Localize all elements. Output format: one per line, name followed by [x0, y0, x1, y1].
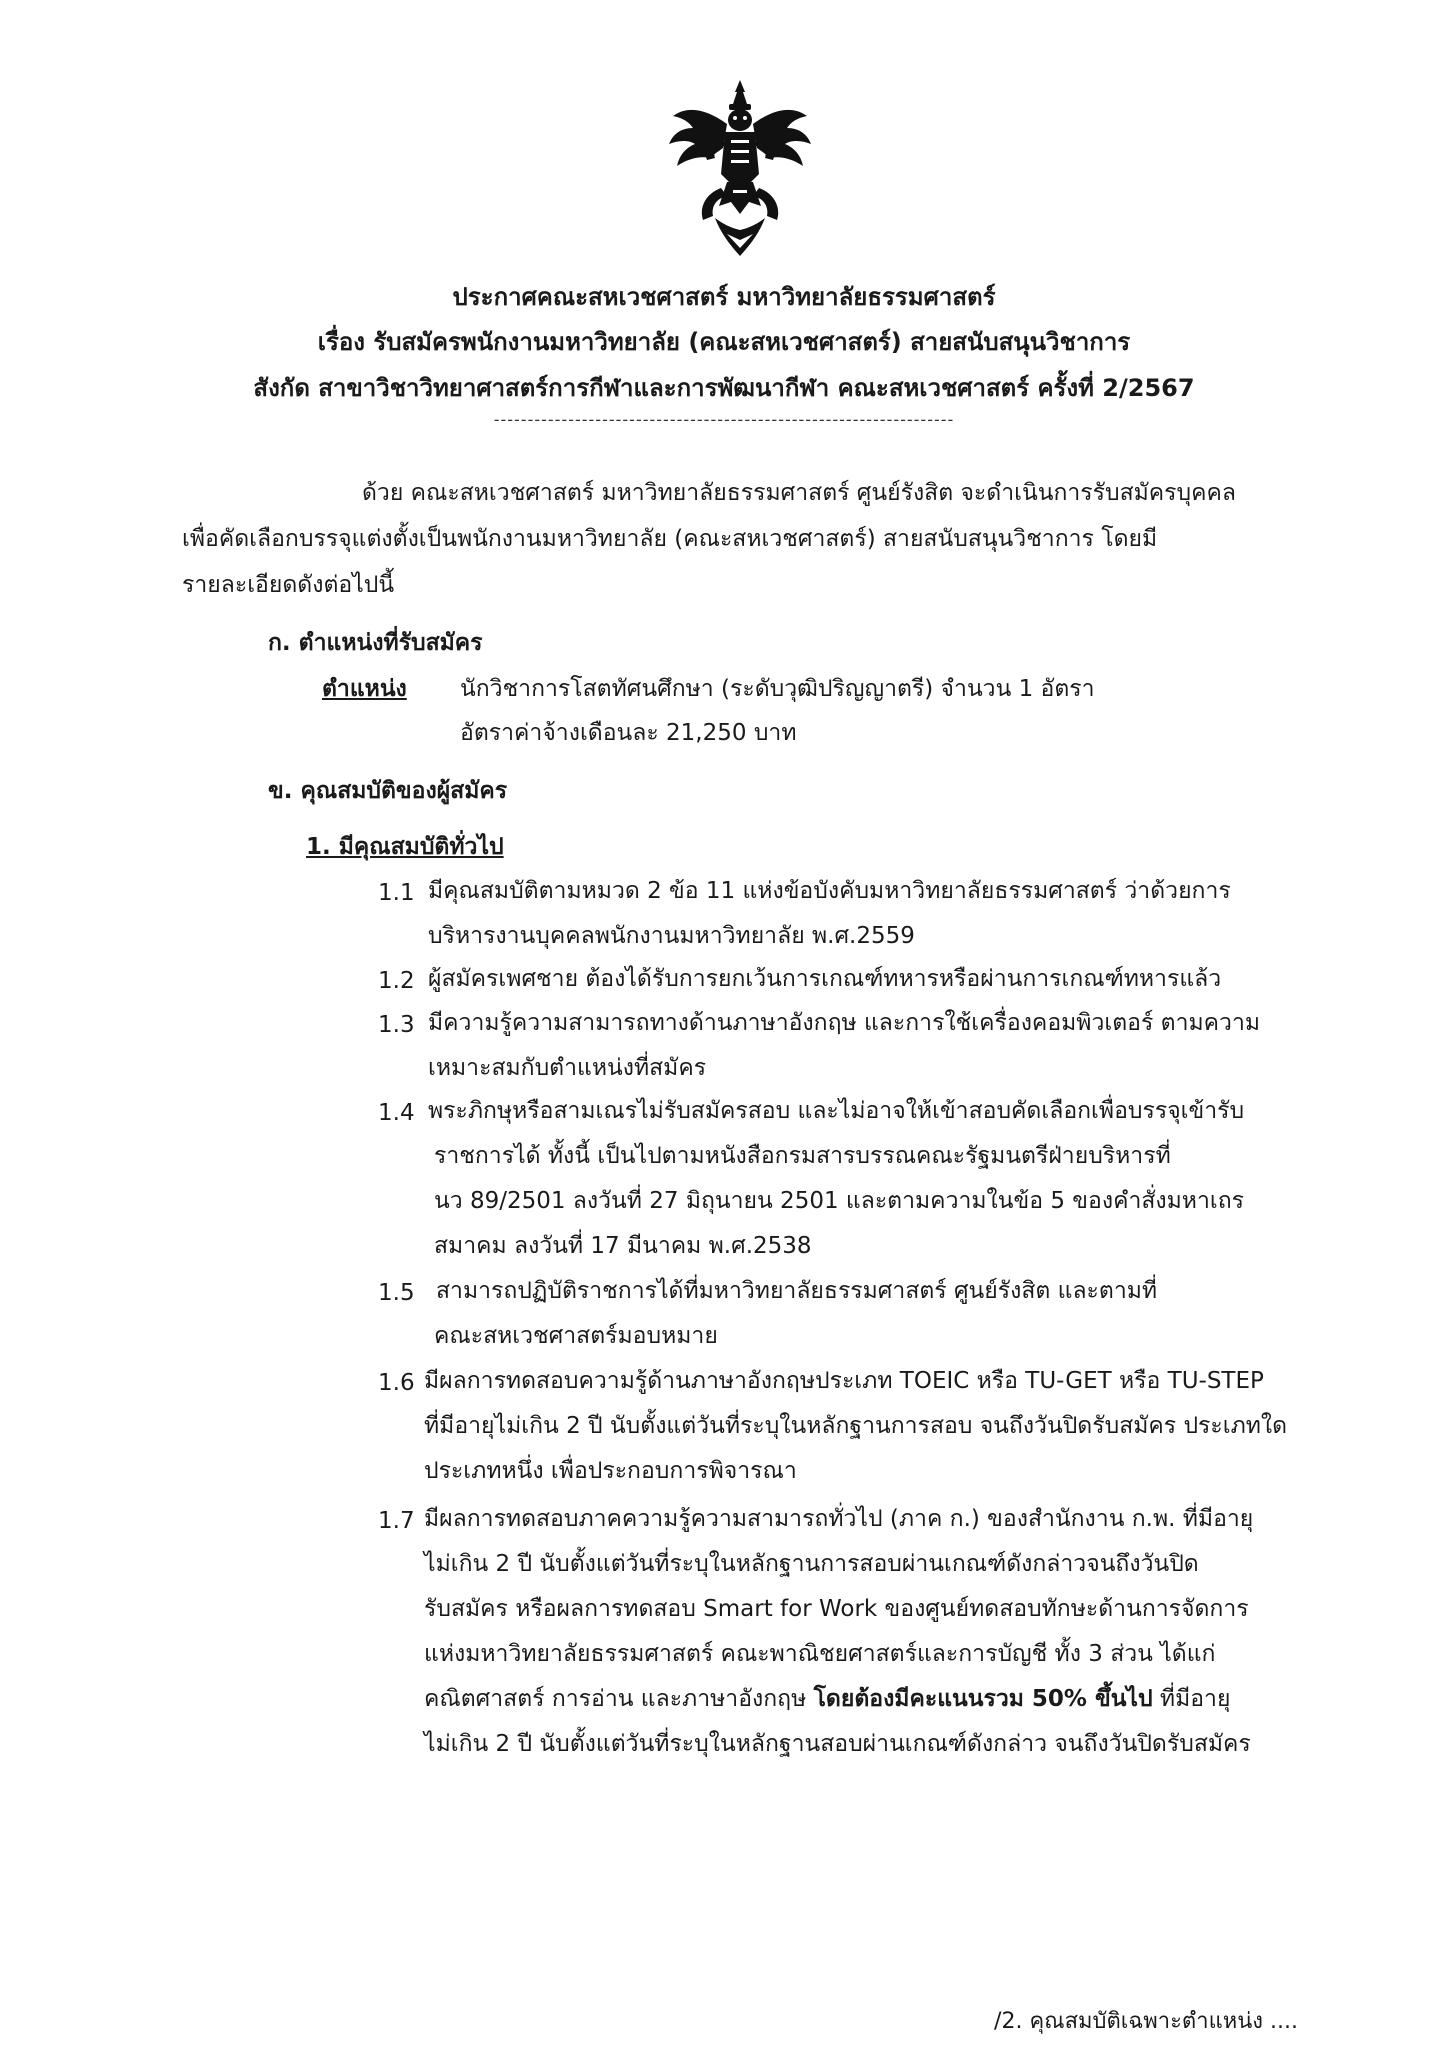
item-line: พระภิกษุหรือสามเณรไม่รับสมัครสอบ และไม่อาจให้เข้าสอบคัดเลือกเพื่อบรรจุเข้ารับ: [428, 1098, 1245, 1124]
item-number: 1.3: [378, 1012, 415, 1038]
item-line: ผู้สมัครเพศชาย ต้องได้รับการยกเว้นการเกณฑ์ทหารหรือผ่านการเกณฑ์ทหารแล้ว: [428, 966, 1222, 992]
intro-line: ด้วย คณะสหเวชศาสตร์ มหาวิทยาลัยธรรมศาสตร์ ศูนย์รังสิต จะดำเนินการรับสมัครบุคคล: [362, 480, 1236, 506]
item-line: ประเภทหนึ่ง เพื่อประกอบการพิจารณา: [424, 1458, 797, 1484]
item-line: ไม่เกิน 2 ปี นับตั้งแต่วันที่ระบุในหลักฐานการสอบผ่านเกณฑ์ดังกล่าวจนถึงวันปิด: [424, 1551, 1199, 1577]
item-line: ที่มีอายุไม่เกิน 2 ปี นับตั้งแต่วันที่ระบุในหลักฐานการสอบ จนถึงวันปิดรับสมัคร ประเภทใด: [424, 1413, 1288, 1439]
item-line: รับสมัคร หรือผลการทดสอบ Smart for Work ของศูนย์ทดสอบทักษะด้านการจัดการ: [424, 1596, 1249, 1622]
item-number: 1.2: [378, 968, 415, 994]
item-line: แห่งมหาวิทยาลัยธรรมศาสตร์ คณะพาณิชยศาสตร์และการบัญชี ทั้ง 3 ส่วน ได้แก่: [424, 1641, 1216, 1667]
intro-line: รายละเอียดดังต่อไปนี้: [182, 572, 395, 598]
header-separator: --------------------------------------------------------------------: [493, 410, 955, 429]
item-number: 1.5: [378, 1280, 415, 1306]
item-line: ไม่เกิน 2 ปี นับตั้งแต่วันที่ระบุในหลักฐานสอบผ่านเกณฑ์ดังกล่าว จนถึงวันปิดรับสมัคร: [424, 1731, 1251, 1757]
item-number: 1.7: [378, 1508, 415, 1534]
item-number: 1.4: [378, 1100, 415, 1126]
announcement-subject: เรื่อง รับสมัครพนักงานมหาวิทยาลัย (คณะสหเวชศาสตร์) สายสนับสนุนวิชาการ: [317, 328, 1131, 356]
general-qualifications-heading: 1. มีคุณสมบัติทั่วไป: [306, 834, 504, 860]
item-line: ราชการได้ ทั้งนี้ เป็นไปตามหนังสือกรมสารบรรณคณะรัฐมนตรีฝ่ายบริหารที่: [434, 1143, 1171, 1169]
item-line: มีผลการทดสอบภาคความรู้ความสามารถทั่วไป (ภาค ก.) ของสำนักงาน ก.พ. ที่มีอายุ: [424, 1506, 1254, 1532]
item-line-with-bold: [424, 1688, 1230, 1711]
item-number: 1.6: [378, 1370, 415, 1396]
item-line: บริหารงานบุคคลพนักงานมหาวิทยาลัย พ.ศ.2559: [428, 923, 915, 949]
item-line: สมาคม ลงวันที่ 17 มีนาคม พ.ศ.2538: [434, 1233, 812, 1259]
garuda-emblem-icon: [665, 78, 815, 258]
item-line: เหมาะสมกับตำแหน่งที่สมัคร: [428, 1055, 707, 1081]
section-a-heading: ก. ตำแหน่งที่รับสมัคร: [268, 630, 483, 656]
item-line: คณะสหเวชศาสตร์มอบหมาย: [434, 1323, 718, 1349]
position-text: นักวิชาการโสตทัศนศึกษา (ระดับวุฒิปริญญาตรี) จำนวน 1 อัตรา: [460, 676, 1095, 702]
section-b-heading: ข. คุณสมบัติของผู้สมัคร: [268, 778, 508, 804]
announcement-affiliation: สังกัด สาขาวิชาวิทยาศาสตร์การกีฬาและการพัฒนากีฬา คณะสหเวชศาสตร์ ครั้งที่ 2/2567: [253, 374, 1195, 402]
item-text: คณิตศาสตร์ การอ่าน และภาษาอังกฤษ: [424, 1686, 814, 1712]
salary-text: อัตราค่าจ้างเดือนละ 21,250 บาท: [460, 720, 797, 746]
intro-line: เพื่อคัดเลือกบรรจุแต่งตั้งเป็นพนักงานมหาวิทยาลัย (คณะสหเวชศาสตร์) สายสนับสนุนวิชาการ โดยมี: [182, 526, 1158, 552]
announcement-title: ประกาศคณะสหเวชศาสตร์ มหาวิทยาลัยธรรมศาสตร์: [452, 283, 996, 311]
score-requirement: โดยต้องมีคะแนนรวม 50% ขึ้นไป: [813, 1686, 1153, 1712]
continued-footer: /2. คุณสมบัติเฉพาะตำแหน่ง ....: [994, 2009, 1298, 2034]
position-label: ตำแหน่ง: [322, 676, 407, 702]
item-line: สามารถปฏิบัติราชการได้ที่มหาวิทยาลัยธรรมศาสตร์ ศูนย์รังสิต และตามที่: [436, 1278, 1158, 1304]
item-line: มีความรู้ความสามารถทางด้านภาษาอังกฤษ และการใช้เครื่องคอมพิวเตอร์ ตามความ: [428, 1010, 1261, 1036]
item-line: นว 89/2501 ลงวันที่ 27 มิถุนายน 2501 และตามความในข้อ 5 ของคำสั่งมหาเถร: [434, 1188, 1245, 1214]
item-line: มีคุณสมบัติตามหมวด 2 ข้อ 11 แห่งข้อบังคับมหาวิทยาลัยธรรมศาสตร์ ว่าด้วยการ: [428, 878, 1231, 904]
item-line: มีผลการทดสอบความรู้ด้านภาษาอังกฤษประเภท TOEIC หรือ TU-GET หรือ TU-STEP: [424, 1368, 1264, 1394]
item-number: 1.1: [378, 880, 415, 906]
item-text: ที่มีอายุ: [1152, 1686, 1231, 1712]
